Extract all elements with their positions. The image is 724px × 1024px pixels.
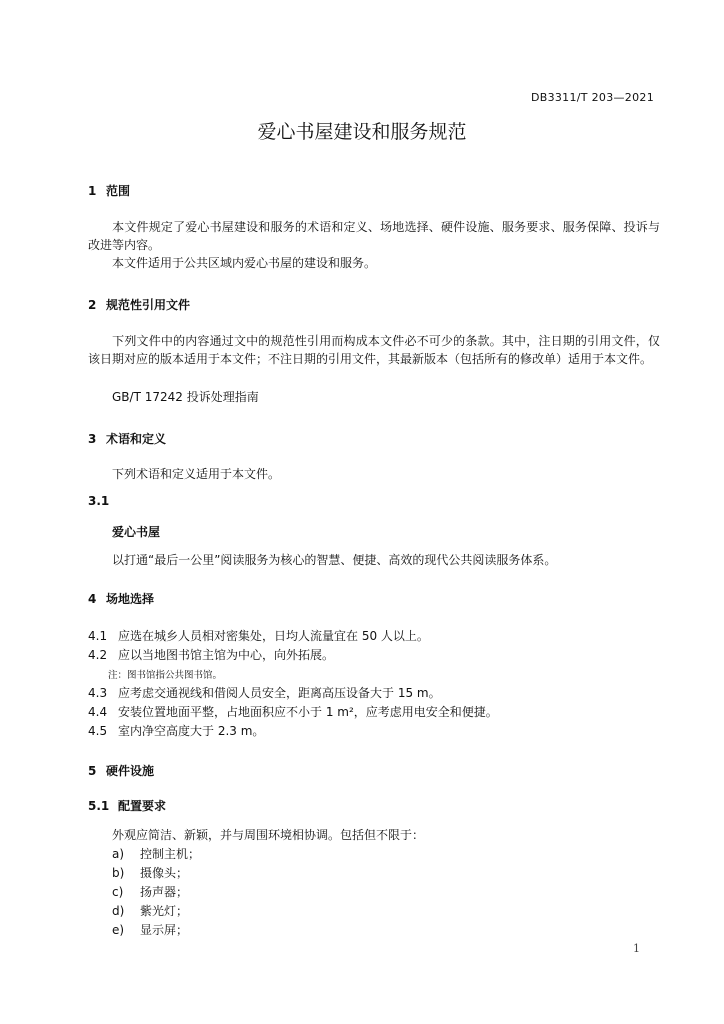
list-item [112,845,200,862]
clause-4-3 [88,684,441,701]
clause-text: 应考虑交通视线和借阅人员安全，距离高压设备大于 15 m。 [118,686,441,700]
note: 注：图书馆指公共图书馆。 [108,670,223,681]
paragraph-text: 本文件规定了爱心书屋建设和服务的术语和定义、场地选择、硬件设施、服务要求、服务保障、投诉与改进等内容。 [88,220,660,252]
paragraph-text: 下列术语和定义适用于本文件。 [112,467,281,481]
section-5-heading [88,762,154,779]
clause-text: 安装位置地面平整，占地面积应不小于 1 m²，应考虑用电安全和便捷。 [118,705,498,719]
term-name: 爱心书屋 [112,525,161,539]
section-number: 5 [88,764,97,778]
section-number: 2 [88,298,97,312]
term-definition: 以打通“最后一公里”阅读服务为核心的智慧、便捷、高效的现代公共阅读服务体系。 [112,553,557,567]
clause-text: 应以当地图书馆主馆为中心，向外拓展。 [118,648,335,662]
section-5-1-paragraph: 外观应简洁、新颖，并与周围环境相协调。包括但不限于： [112,828,425,842]
section-number: 4 [88,592,97,606]
list-text: 扬声器； [140,885,189,899]
section-number: 1 [88,184,97,198]
section-title: 场地选择 [106,592,155,606]
list-key: b) [112,866,125,880]
clause-4-2 [88,646,334,663]
section-2-heading [88,296,190,313]
list-item [112,864,188,881]
section-2-paragraph-1 [88,332,660,368]
list-item [112,921,188,938]
list-text: 显示屏； [140,923,189,937]
list-item [112,883,188,900]
list-key: e) [112,923,125,937]
clause-4-5 [88,722,264,739]
clause-number: 4.3 [88,686,108,700]
section-1-paragraph-1 [88,218,660,254]
list-item [112,902,188,919]
normative-reference: GB/T 17242 投诉处理指南 [112,390,259,404]
clause-text: 应选在城乡人员相对密集处，日均人流量宜在 50 人以上。 [118,629,429,643]
list-key: d) [112,904,125,918]
section-title: 规范性引用文件 [106,298,191,312]
list-text: 摄像头； [140,866,189,880]
section-number: 3 [88,432,97,446]
list-key: a) [112,847,125,861]
section-title: 术语和定义 [106,432,167,446]
page-number: 1 [633,942,640,955]
clause-number: 4.2 [88,648,108,662]
clause-4-4 [88,703,498,720]
paragraph-text: 下列文件中的内容通过文中的规范性引用而构成本文件必不可少的条款。其中，注日期的引用文件，仅该日期对应的版本适用于本文件；不注日期的引用文件，其最新版本（包括所有的修改单）适用于本文件。 [88,334,660,366]
subsection-title: 配置要求 [118,799,167,813]
subsection-5-1-heading [88,797,166,814]
subsection-number: 3.1 [88,494,110,508]
clause-number: 4.1 [88,629,108,643]
clause-text: 室内净空高度大于 2.3 m。 [118,724,265,738]
clause-number: 4.5 [88,724,108,738]
list-text: 紫光灯； [140,904,189,918]
section-1-paragraph-2 [88,254,660,272]
section-4-heading [88,590,154,607]
standard-number: DB3311/T 203—2021 [530,91,654,104]
section-3-heading [88,430,166,447]
section-3-paragraph-1 [88,465,660,483]
paragraph-text: 本文件适用于公共区域内爱心书屋的建设和服务。 [112,256,377,270]
subsection-number: 5.1 [88,799,110,813]
subsection-3-1-number [88,494,109,508]
clause-number: 4.4 [88,705,108,719]
list-key: c) [112,885,124,899]
clause-4-1 [88,627,429,644]
section-1-heading [88,182,130,199]
list-text: 控制主机； [140,847,201,861]
section-title: 范围 [106,184,131,198]
section-title: 硬件设施 [106,764,155,778]
document-title: 爱心书屋建设和服务规范 [257,121,467,143]
